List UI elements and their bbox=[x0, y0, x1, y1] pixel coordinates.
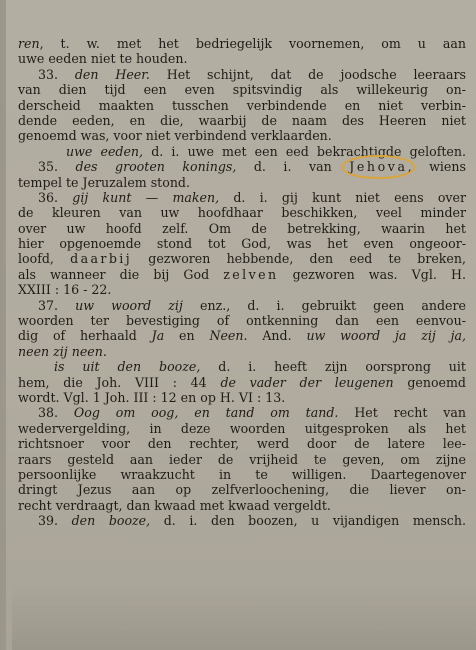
text-line: dringt Jezus aan op zelfverloochening, die liever on- bbox=[18, 482, 466, 498]
verse-38-heading: 38. Oog om oog, en tand om tand. Het recht van bbox=[38, 405, 466, 421]
text-line: dende eeden, en die, waarbij de naam des Heeren niet bbox=[18, 112, 466, 128]
text-line: uwe eeden, d. i. uwe met een eed bekrachtigde geloften. bbox=[66, 143, 466, 159]
book-page bbox=[6, 0, 476, 650]
text-line: persoonlijke wraakzucht in te willigen. Daartegenover bbox=[18, 466, 466, 482]
verse-37-heading: 37. uw woord zij enz., d. i. gebruikt geen andere bbox=[38, 297, 466, 313]
text-line: ren, t. w. met het bedriegelijk voornemen, om u aan bbox=[18, 36, 466, 51]
commentary-text bbox=[18, 36, 466, 529]
page-shading bbox=[12, 585, 476, 650]
jehova-highlight: Jehova bbox=[349, 159, 408, 175]
text-line: recht verdraagt, dan kwaad met kwaad vergeldt. bbox=[18, 497, 331, 513]
text-line: neen zij neen. bbox=[18, 343, 107, 359]
text-line: loofd, daarbij gezworen hebbende, den eed te breken, bbox=[18, 251, 466, 267]
text-line: hier opgenoemde stond tot God, was het even ongeoor- bbox=[18, 236, 466, 252]
text-line: genoemd was, voor niet verbindend verklaarden. bbox=[18, 128, 332, 144]
text-line: derscheid maakten tusschen verbindende en niet verbin- bbox=[18, 97, 466, 113]
verse-39-heading: 39. den booze, d. i. den boozen, u vijandigen mensch. bbox=[38, 513, 466, 529]
verse-35-heading: 35. des grooten konings, d. i. van Jehova, wiens bbox=[38, 159, 466, 175]
text-line: XXIII : 16 - 22. bbox=[18, 282, 112, 298]
text-line: de kleuren van uw hoofdhaar beschikken, veel minder bbox=[18, 205, 466, 221]
text-line: wordt. Vgl. 1 Joh. III : 12 en op H. VI : 13. bbox=[18, 389, 286, 405]
text-line: wedervergelding, in deze woorden uitgesproken als het bbox=[18, 420, 466, 436]
text-line: raars gesteld aan ieder de vrijheid te geven, om zijne bbox=[18, 451, 466, 467]
text-line: van dien tijd een even spitsvindig als willekeurig on- bbox=[18, 82, 466, 98]
text-line: dig of herhaald Ja en Neen. And. uw woord ja zij ja, bbox=[18, 328, 467, 344]
text-line: hem, die Joh. VIII : 44 de vader der leugenen genoemd bbox=[18, 374, 466, 390]
text-line: tempel te Jeruzalem stond. bbox=[18, 174, 191, 190]
verse-33-heading: 33. den Heer. Het schijnt, dat de joodsche leeraars bbox=[38, 66, 466, 82]
text-line: over uw hoofd zelf. Om de betrekking, waarin het bbox=[18, 220, 466, 236]
verse-36-heading: 36. gij kunt — maken, d. i. gij kunt niet eens over bbox=[38, 189, 466, 205]
text-line: woorden ter bevestiging of ontkenning dan een eenvou- bbox=[18, 313, 466, 329]
text-line: als wanneer die bij God zelven gezworen was. Vgl. H. bbox=[18, 266, 466, 282]
text-line: richtsnoer voor den rechter, werd door de latere lee- bbox=[18, 436, 466, 452]
text-line: is uit den booze, d. i. heeft zijn oorsprong uit bbox=[54, 359, 466, 375]
text-line: uwe eeden niet te houden. bbox=[18, 51, 188, 67]
